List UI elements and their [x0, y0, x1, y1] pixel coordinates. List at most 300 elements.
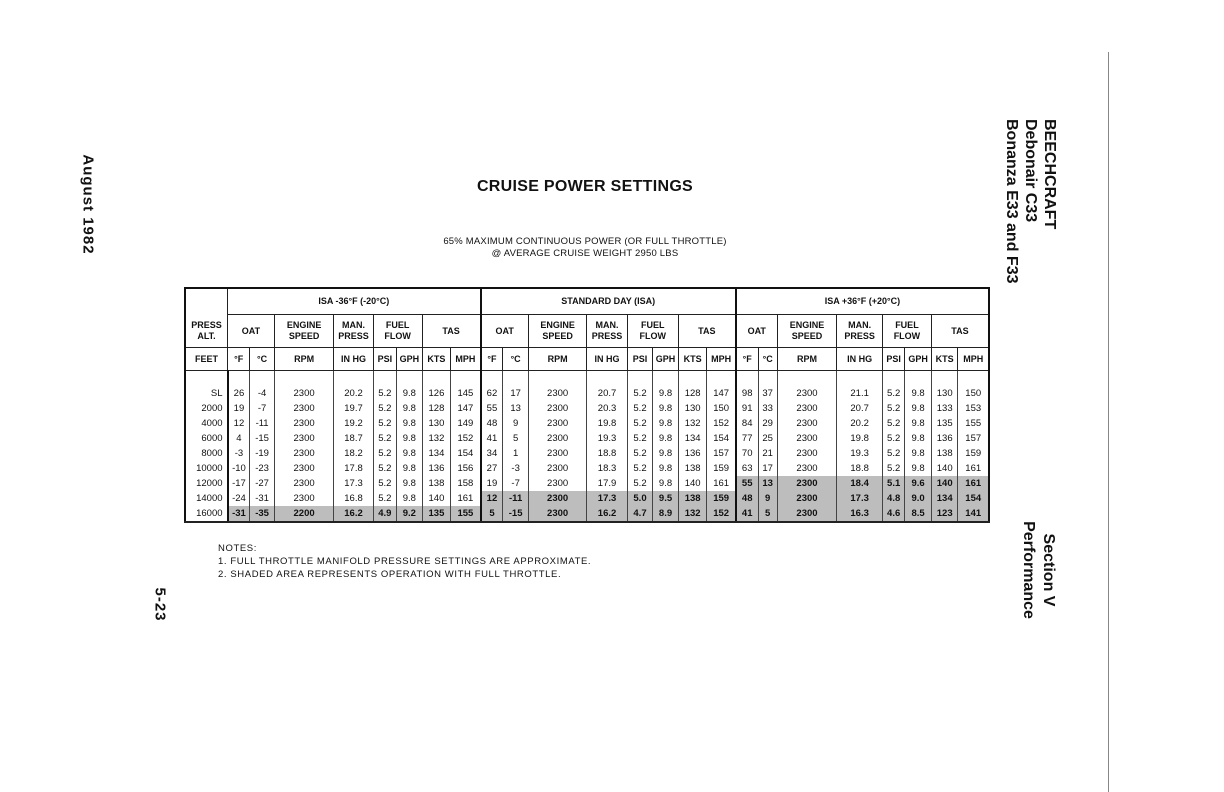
- rpm-cell: 2300: [777, 416, 837, 431]
- spacer-cell: [451, 371, 481, 387]
- engine-speed-header: ENGINE SPEED: [528, 315, 586, 348]
- cruise-power-table: [184, 287, 990, 523]
- rpm-cell: 2300: [777, 491, 837, 506]
- table-row: [185, 446, 989, 461]
- gph-cell: 9.8: [653, 431, 679, 446]
- spacer-cell: [736, 371, 758, 387]
- gph-cell: 9.8: [905, 416, 932, 431]
- rpm-cell: 2300: [528, 491, 586, 506]
- tas-header: TAS: [422, 315, 480, 348]
- gph-cell: 9.8: [653, 401, 679, 416]
- oat-c-cell: -11: [250, 416, 274, 431]
- press-alt-cell: 10000: [185, 461, 228, 476]
- man-press-cell: 16.8: [334, 491, 373, 506]
- oat-c-cell: 17: [503, 386, 529, 401]
- psi-cell: 5.2: [882, 386, 904, 401]
- oat-f-cell: -10: [228, 461, 250, 476]
- section-label: [1014, 490, 1058, 650]
- fahrenheit-unit: °F: [228, 348, 250, 371]
- gph-cell: 9.0: [905, 491, 932, 506]
- press-alt-cell: 8000: [185, 446, 228, 461]
- units-row: [185, 348, 989, 371]
- table-row: [185, 401, 989, 416]
- rpm-cell: 2300: [528, 506, 586, 522]
- spacer-cell: [882, 371, 904, 387]
- man-press-cell: 19.2: [334, 416, 373, 431]
- group-header-hot: ISA +36°F (+20°C): [736, 288, 989, 315]
- oat-c-cell: -15: [250, 431, 274, 446]
- oat-f-cell: 34: [481, 446, 503, 461]
- psi-cell: 5.2: [373, 401, 396, 416]
- oat-f-cell: 26: [228, 386, 250, 401]
- spacer-cell: [373, 371, 396, 387]
- oat-f-cell: 12: [481, 491, 503, 506]
- kts-cell: 138: [422, 476, 451, 491]
- kts-unit: KTS: [678, 348, 707, 371]
- gph-cell: 9.8: [905, 461, 932, 476]
- oat-c-cell: -7: [250, 401, 274, 416]
- oat-c-cell: -15: [503, 506, 529, 522]
- fuel-flow-header: FUEL FLOW: [627, 315, 678, 348]
- celsius-unit: °C: [758, 348, 777, 371]
- oat-f-cell: 55: [736, 476, 758, 491]
- mph-cell: 161: [958, 461, 989, 476]
- mph-cell: 156: [451, 461, 481, 476]
- man-press-cell: 17.3: [837, 491, 883, 506]
- press-alt-cell: 14000: [185, 491, 228, 506]
- engine-speed-header: ENGINE SPEED: [777, 315, 837, 348]
- man-press-cell: 20.7: [837, 401, 883, 416]
- gph-cell: 8.9: [653, 506, 679, 522]
- spacer-cell: [777, 371, 837, 387]
- spacer-cell: [334, 371, 373, 387]
- subtitle-line-2: @ AVERAGE CRUISE WEIGHT 2950 LBS: [491, 248, 679, 259]
- spacer-cell: [528, 371, 586, 387]
- note-1: 1. FULL THROTTLE MANIFOLD PRESSURE SETTINGS ARE APPROXIMATE.: [218, 556, 592, 567]
- kts-cell: 128: [678, 386, 707, 401]
- oat-f-cell: 5: [481, 506, 503, 522]
- group-header-cold: ISA -36°F (-20°C): [228, 288, 481, 315]
- tas-header: TAS: [678, 315, 736, 348]
- gph-cell: 9.2: [397, 506, 423, 522]
- oat-c-cell: 13: [503, 401, 529, 416]
- mph-cell: 159: [707, 491, 736, 506]
- oat-c-cell: 25: [758, 431, 777, 446]
- oat-c-cell: -11: [503, 491, 529, 506]
- psi-cell: 5.2: [373, 416, 396, 431]
- man-press-cell: 18.4: [837, 476, 883, 491]
- psi-cell: 5.2: [627, 416, 653, 431]
- gph-cell: 9.8: [397, 416, 423, 431]
- fuel-flow-header: FUEL FLOW: [882, 315, 931, 348]
- mph-unit: MPH: [958, 348, 989, 371]
- oat-c-cell: -7: [503, 476, 529, 491]
- psi-cell: 5.2: [882, 401, 904, 416]
- kts-cell: 140: [422, 491, 451, 506]
- press-alt-cell: 16000: [185, 506, 228, 522]
- spacer-cell: [678, 371, 707, 387]
- oat-c-cell: 9: [503, 416, 529, 431]
- rpm-cell: 2300: [777, 506, 837, 522]
- gph-cell: 9.8: [397, 431, 423, 446]
- rpm-cell: 2300: [274, 416, 334, 431]
- oat-c-cell: -23: [250, 461, 274, 476]
- mph-cell: 152: [451, 431, 481, 446]
- spacer-cell: [627, 371, 653, 387]
- mph-cell: 161: [707, 476, 736, 491]
- revision-date: August 1982: [79, 154, 97, 255]
- mph-cell: 150: [707, 401, 736, 416]
- gph-cell: 9.8: [905, 401, 932, 416]
- page-edge-divider: [1108, 52, 1109, 792]
- oat-f-cell: 41: [481, 431, 503, 446]
- gph-cell: 9.8: [397, 476, 423, 491]
- gph-cell: 9.8: [653, 386, 679, 401]
- mph-cell: 153: [958, 401, 989, 416]
- spacer-cell: [587, 371, 627, 387]
- gph-unit: GPH: [397, 348, 423, 371]
- psi-cell: 4.6: [882, 506, 904, 522]
- kts-cell: 140: [931, 461, 958, 476]
- psi-cell: 5.2: [373, 446, 396, 461]
- mph-cell: 147: [707, 386, 736, 401]
- in-hg-unit: IN HG: [334, 348, 373, 371]
- model-name-1: Debonair C33: [1022, 119, 1039, 223]
- spacer-row: [185, 371, 989, 387]
- press-alt-header: PRESS ALT.: [185, 315, 228, 348]
- kts-cell: 140: [678, 476, 707, 491]
- man-press-cell: 18.7: [334, 431, 373, 446]
- spacer-cell: [274, 371, 334, 387]
- man-press-cell: 19.8: [587, 416, 627, 431]
- psi-cell: 4.7: [627, 506, 653, 522]
- oat-f-cell: 4: [228, 431, 250, 446]
- corner-cell: [185, 288, 228, 315]
- man-press-cell: 19.7: [334, 401, 373, 416]
- fuel-flow-header: FUEL FLOW: [373, 315, 422, 348]
- page-number: 5-23: [151, 587, 169, 622]
- kts-cell: 138: [678, 491, 707, 506]
- man-press-cell: 19.3: [587, 431, 627, 446]
- table-row: [185, 431, 989, 446]
- mph-cell: 152: [707, 506, 736, 522]
- man-press-cell: 18.3: [587, 461, 627, 476]
- gph-cell: 9.8: [397, 446, 423, 461]
- kts-cell: 128: [422, 401, 451, 416]
- celsius-unit: °C: [250, 348, 274, 371]
- rpm-cell: 2300: [777, 476, 837, 491]
- oat-f-cell: -31: [228, 506, 250, 522]
- psi-cell: 5.2: [627, 461, 653, 476]
- oat-header: OAT: [481, 315, 529, 348]
- spacer-cell: [905, 371, 932, 387]
- brand-name: BEECHCRAFT: [1041, 119, 1058, 230]
- man-press-cell: 17.8: [334, 461, 373, 476]
- oat-f-cell: 12: [228, 416, 250, 431]
- kts-cell: 136: [422, 461, 451, 476]
- kts-cell: 126: [422, 386, 451, 401]
- psi-cell: 5.2: [627, 476, 653, 491]
- mph-cell: 154: [707, 431, 736, 446]
- psi-cell: 5.2: [627, 386, 653, 401]
- oat-f-cell: 98: [736, 386, 758, 401]
- rpm-cell: 2300: [777, 401, 837, 416]
- kts-cell: 135: [422, 506, 451, 522]
- notes-block: [218, 542, 591, 581]
- gph-unit: GPH: [653, 348, 679, 371]
- page-subtitle: [360, 236, 810, 260]
- man-press-cell: 20.7: [587, 386, 627, 401]
- psi-cell: 5.2: [882, 461, 904, 476]
- rpm-cell: 2200: [274, 506, 334, 522]
- oat-f-cell: 19: [481, 476, 503, 491]
- psi-cell: 5.0: [627, 491, 653, 506]
- group-header-row: [185, 288, 989, 315]
- psi-cell: 5.2: [373, 386, 396, 401]
- kts-cell: 140: [931, 476, 958, 491]
- kts-cell: 136: [931, 431, 958, 446]
- oat-header: OAT: [228, 315, 275, 348]
- gph-cell: 9.8: [905, 431, 932, 446]
- rpm-cell: 2300: [777, 431, 837, 446]
- oat-f-cell: 70: [736, 446, 758, 461]
- oat-header: OAT: [736, 315, 777, 348]
- man-press-header: MAN. PRESS: [587, 315, 627, 348]
- kts-unit: KTS: [931, 348, 958, 371]
- spacer-cell: [958, 371, 989, 387]
- spacer-cell: [422, 371, 451, 387]
- mph-cell: 141: [958, 506, 989, 522]
- table-body: [185, 371, 989, 523]
- kts-cell: 133: [931, 401, 958, 416]
- kts-cell: 134: [422, 446, 451, 461]
- rpm-cell: 2300: [528, 401, 586, 416]
- rpm-cell: 2300: [274, 386, 334, 401]
- gph-cell: 9.8: [905, 386, 932, 401]
- oat-c-cell: 13: [758, 476, 777, 491]
- psi-unit: PSI: [882, 348, 904, 371]
- section-title: Performance: [1020, 521, 1037, 619]
- notes-heading: NOTES:: [218, 543, 257, 554]
- oat-c-cell: -35: [250, 506, 274, 522]
- in-hg-unit: IN HG: [837, 348, 883, 371]
- kts-unit: KTS: [422, 348, 451, 371]
- oat-f-cell: 41: [736, 506, 758, 522]
- psi-cell: 5.2: [882, 431, 904, 446]
- gph-unit: GPH: [905, 348, 932, 371]
- mph-cell: 154: [958, 491, 989, 506]
- rpm-unit: RPM: [777, 348, 837, 371]
- rpm-unit: RPM: [274, 348, 334, 371]
- spacer-cell: [758, 371, 777, 387]
- oat-f-cell: 62: [481, 386, 503, 401]
- kts-cell: 130: [422, 416, 451, 431]
- mph-unit: MPH: [707, 348, 736, 371]
- rpm-cell: 2300: [274, 431, 334, 446]
- kts-cell: 132: [678, 416, 707, 431]
- kts-cell: 132: [678, 506, 707, 522]
- rpm-cell: 2300: [274, 476, 334, 491]
- celsius-unit: °C: [503, 348, 529, 371]
- psi-cell: 5.2: [882, 416, 904, 431]
- oat-c-cell: 33: [758, 401, 777, 416]
- mph-cell: 161: [958, 476, 989, 491]
- oat-c-cell: 21: [758, 446, 777, 461]
- mph-unit: MPH: [451, 348, 481, 371]
- mph-cell: 155: [958, 416, 989, 431]
- gph-cell: 9.6: [905, 476, 932, 491]
- psi-cell: 5.2: [373, 431, 396, 446]
- man-press-cell: 17.3: [334, 476, 373, 491]
- oat-f-cell: 77: [736, 431, 758, 446]
- kts-cell: 132: [422, 431, 451, 446]
- kts-cell: 123: [931, 506, 958, 522]
- kts-cell: 136: [678, 446, 707, 461]
- psi-cell: 5.2: [627, 431, 653, 446]
- in-hg-unit: IN HG: [587, 348, 627, 371]
- psi-unit: PSI: [373, 348, 396, 371]
- psi-unit: PSI: [627, 348, 653, 371]
- psi-cell: 5.2: [373, 461, 396, 476]
- kts-cell: 134: [931, 491, 958, 506]
- table-row: [185, 491, 989, 506]
- kts-cell: 135: [931, 416, 958, 431]
- mph-cell: 158: [451, 476, 481, 491]
- oat-f-cell: 19: [228, 401, 250, 416]
- mph-cell: 149: [451, 416, 481, 431]
- psi-cell: 4.9: [373, 506, 396, 522]
- oat-f-cell: 84: [736, 416, 758, 431]
- psi-cell: 5.2: [882, 446, 904, 461]
- table-row: [185, 386, 989, 401]
- table-row: [185, 416, 989, 431]
- gph-cell: 9.8: [397, 386, 423, 401]
- gph-cell: 9.8: [905, 446, 932, 461]
- rpm-cell: 2300: [777, 386, 837, 401]
- psi-cell: 4.8: [882, 491, 904, 506]
- spacer-cell: [397, 371, 423, 387]
- group-header-standard: STANDARD DAY (ISA): [481, 288, 736, 315]
- note-2: 2. SHADED AREA REPRESENTS OPERATION WITH FULL THROTTLE.: [218, 569, 562, 580]
- mph-cell: 161: [451, 491, 481, 506]
- rpm-cell: 2300: [528, 476, 586, 491]
- table-row: [185, 461, 989, 476]
- mph-cell: 150: [958, 386, 989, 401]
- press-alt-cell: 4000: [185, 416, 228, 431]
- psi-cell: 5.2: [627, 401, 653, 416]
- man-press-cell: 20.2: [334, 386, 373, 401]
- oat-c-cell: 5: [503, 431, 529, 446]
- engine-speed-header: ENGINE SPEED: [274, 315, 334, 348]
- oat-c-cell: 37: [758, 386, 777, 401]
- page-title: CRUISE POWER SETTINGS: [476, 178, 694, 195]
- press-alt-cell: 6000: [185, 431, 228, 446]
- mph-cell: 147: [451, 401, 481, 416]
- man-press-cell: 17.9: [587, 476, 627, 491]
- kts-cell: 130: [678, 401, 707, 416]
- press-alt-cell: 2000: [185, 401, 228, 416]
- subtitle-line-1: 65% MAXIMUM CONTINUOUS POWER (OR FULL THROTTLE): [443, 236, 727, 247]
- oat-f-cell: -24: [228, 491, 250, 506]
- mph-cell: 154: [451, 446, 481, 461]
- rpm-cell: 2300: [777, 446, 837, 461]
- gph-cell: 9.8: [653, 476, 679, 491]
- oat-f-cell: 55: [481, 401, 503, 416]
- spacer-cell: [481, 371, 503, 387]
- man-press-cell: 20.2: [837, 416, 883, 431]
- oat-f-cell: 63: [736, 461, 758, 476]
- man-press-cell: 17.3: [587, 491, 627, 506]
- oat-c-cell: -27: [250, 476, 274, 491]
- spacer-cell: [837, 371, 883, 387]
- man-press-header: MAN. PRESS: [837, 315, 883, 348]
- mph-cell: 159: [707, 461, 736, 476]
- psi-cell: 5.1: [882, 476, 904, 491]
- rpm-cell: 2300: [528, 446, 586, 461]
- section-number: Section V: [1040, 533, 1057, 607]
- gph-cell: 8.5: [905, 506, 932, 522]
- man-press-cell: 16.3: [837, 506, 883, 522]
- kts-cell: 130: [931, 386, 958, 401]
- man-press-cell: 18.8: [837, 461, 883, 476]
- man-press-cell: 21.1: [837, 386, 883, 401]
- tas-header: TAS: [931, 315, 989, 348]
- oat-f-cell: 27: [481, 461, 503, 476]
- oat-c-cell: -31: [250, 491, 274, 506]
- gph-cell: 9.8: [397, 491, 423, 506]
- rpm-cell: 2300: [274, 401, 334, 416]
- spacer-cell: [931, 371, 958, 387]
- gph-cell: 9.8: [397, 401, 423, 416]
- oat-c-cell: 5: [758, 506, 777, 522]
- mph-cell: 157: [707, 446, 736, 461]
- man-press-cell: 20.3: [587, 401, 627, 416]
- rpm-cell: 2300: [274, 446, 334, 461]
- gph-cell: 9.8: [653, 446, 679, 461]
- spacer-cell: [185, 371, 228, 387]
- oat-c-cell: -3: [503, 461, 529, 476]
- mph-cell: 152: [707, 416, 736, 431]
- kts-cell: 134: [678, 431, 707, 446]
- man-press-cell: 16.2: [334, 506, 373, 522]
- rpm-cell: 2300: [528, 416, 586, 431]
- man-press-cell: 18.8: [587, 446, 627, 461]
- spacer-cell: [707, 371, 736, 387]
- oat-f-cell: 48: [736, 491, 758, 506]
- man-press-cell: 16.2: [587, 506, 627, 522]
- kts-cell: 138: [931, 446, 958, 461]
- feet-unit: FEET: [185, 348, 228, 371]
- table-row: [185, 506, 989, 522]
- press-alt-cell: 12000: [185, 476, 228, 491]
- oat-c-cell: 9: [758, 491, 777, 506]
- table-row: [185, 476, 989, 491]
- aircraft-header: [995, 119, 1059, 329]
- oat-c-cell: -19: [250, 446, 274, 461]
- rpm-unit: RPM: [528, 348, 586, 371]
- man-press-header: MAN. PRESS: [334, 315, 373, 348]
- press-alt-cell: SL: [185, 386, 228, 401]
- rpm-cell: 2300: [528, 461, 586, 476]
- kts-cell: 138: [678, 461, 707, 476]
- rpm-cell: 2300: [528, 386, 586, 401]
- psi-cell: 5.2: [373, 476, 396, 491]
- rpm-cell: 2300: [274, 461, 334, 476]
- oat-f-cell: -3: [228, 446, 250, 461]
- gph-cell: 9.8: [397, 461, 423, 476]
- gph-cell: 9.8: [653, 416, 679, 431]
- mph-cell: 145: [451, 386, 481, 401]
